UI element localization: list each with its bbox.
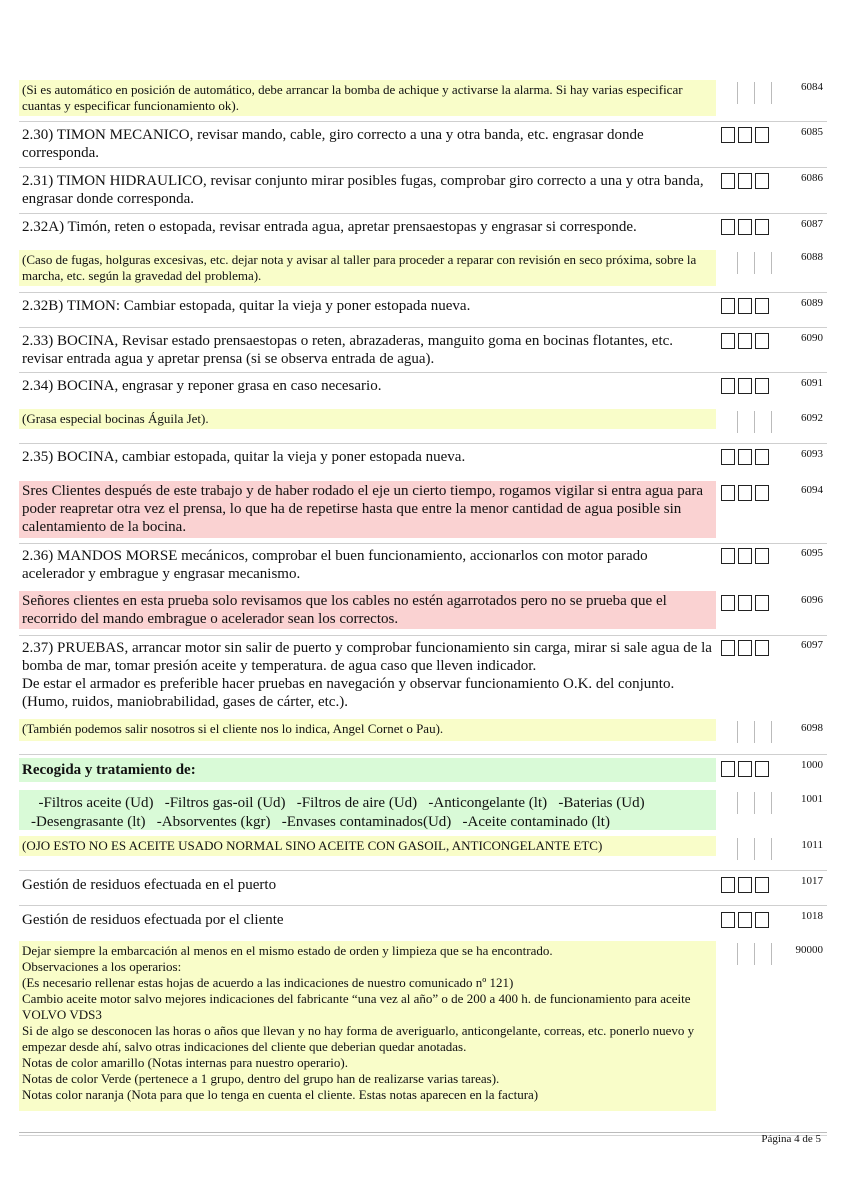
yellow-note: (Grasa especial bocinas Águila Jet). [19,409,716,429]
yellow-note: (También podemos salir nosotros si el cliente nos lo indica, Angel Cornet o Pau). [19,719,716,741]
empty-checkbox-area [737,792,793,814]
checkbox[interactable] [721,173,735,189]
item-code: 6094 [801,484,823,496]
checkbox[interactable] [755,333,769,349]
checkbox[interactable] [755,595,769,611]
item-code: 1000 [801,759,823,771]
checkbox[interactable] [738,219,752,235]
yellow-note: (Caso de fugas, holguras excesivas, etc. dejar nota y avisar al taller para proceder a reparar con revisión en seco próxima, sobre la marcha, etc. según la gravedad del problema). [19,250,716,286]
checkbox[interactable] [738,877,752,893]
checkbox[interactable] [755,127,769,143]
empty-checkbox-area [737,721,793,743]
checkbox[interactable] [755,877,769,893]
checkbox-group [721,449,772,467]
empty-checkbox-area [737,838,793,860]
empty-checkbox-area [737,411,793,433]
checkbox[interactable] [755,298,769,314]
task-text: 2.31) TIMON HIDRAULICO, revisar conjunto mirar posibles fugas, comprobar giro correcto a una y otra banda, engrasar donde corresponda. [22,173,704,207]
item-code: 6086 [801,172,823,184]
checklist-row [19,213,827,235]
checkbox[interactable] [738,449,752,465]
checkbox-group [721,640,772,658]
empty-checkbox-area [737,252,793,274]
item-code: 6084 [801,81,823,93]
item-code: 1017 [801,875,823,887]
checklist-row [19,635,827,710]
checkbox[interactable] [755,761,769,777]
item-code: 6095 [801,547,823,559]
checkbox[interactable] [721,761,735,777]
footer-divider [19,1132,827,1133]
item-code: 1011 [801,839,823,851]
checklist-row [19,754,827,778]
checkbox[interactable] [721,378,735,394]
checkbox-group [721,298,772,316]
task-text: 2.33) BOCINA, Revisar estado prensaestopas o reten, abrazaderas, manguito goma en bocinas flotantes, etc. revisar entrada agua y apretar prensa (si se observa entrada de agua). [22,333,674,367]
checklist-row [19,372,827,394]
checkbox-group [721,333,772,351]
checkbox[interactable] [738,761,752,777]
yellow-operator-notes: Dejar siempre la embarcación al menos en el mismo estado de orden y limpieza que se ha encontrado. Observaciones a los operarios: (Es necesario rellenar estas hojas de acuerdo a las indicaciones de nuestro comunicado nº 121) Cambio aceite motor salvo mejores indicaciones del fabricante “una vez al año” o de 200 a 400 h. de funcionamiento para aceite VOLVO VDS3 Si de algo se desconocen las horas o años que llevan y no hay forma de averiguarlo, anticongelante, correas, etc. ponerlo nuevo y empezar desde ahí, salvo otras indicaciones del cliente que deberian quedar anotadas. Notas de color amarillo (Notas internas para nuestro operario). Notas de color Verde (pertenece a 1 grupo, dentro del grupo han de realizarse varias tareas). Notas color naranja (Nota para que lo tenga en cuenta el cliente. Estas notas aparecen en la factura) [19,941,716,1111]
checkbox[interactable] [721,877,735,893]
checkbox[interactable] [721,127,735,143]
item-code: 6085 [801,126,823,138]
task-text: 2.32A) Timón, reten o estopada, revisar entrada agua, apretar prensaestopas y engrasar si corresponde. [22,219,637,235]
checkbox[interactable] [721,595,735,611]
item-code: 6090 [801,332,823,344]
checkbox[interactable] [755,640,769,656]
page-number: Página 4 de 5 [761,1133,821,1145]
checkbox[interactable] [721,298,735,314]
item-code: 6088 [801,251,823,263]
item-code: 6098 [801,722,823,734]
checkbox[interactable] [721,219,735,235]
red-client-note: Sres Clientes después de este trabajo y de haber rodado el eje un cierto tiempo, rogamos vigilar si entra agua para poder reapretar otra vez el prensa, lo que ha de repetirse hasta que entre la menor cantidad de agua posible sin calentamiento de la bocina. [19,481,716,538]
group-heading: Recogida y tratamiento de: [19,758,716,782]
checklist-row [19,121,827,161]
task-text: 2.36) MANDOS MORSE mecánicos, comprobar el buen funcionamiento, accionarlos con motor parado acelerador y embrague y engrasar mecanismo. [22,548,648,582]
task-text: 2.37) PRUEBAS, arrancar motor sin salir de puerto y comprobar funcionamiento sin carga, mirar si sale agua de la bomba de mar, tomar presión aceite y temperatura. de agua caso que lleven indicador. De estar el armador es preferible hacer pruebas en navegación y observar funcionamiento O.K. del conjunto. (Humo, ruidos, maniobrabilidad, gases de cárter, etc.). [22,640,712,710]
checkbox[interactable] [738,378,752,394]
item-code: 1018 [801,910,823,922]
checkbox[interactable] [738,127,752,143]
checkbox[interactable] [738,548,752,564]
item-code: 6091 [801,377,823,389]
checkbox-group [721,219,772,237]
checklist-row [19,327,827,367]
checkbox[interactable] [738,640,752,656]
item-code: 6096 [801,594,823,606]
checkbox[interactable] [721,912,735,928]
checkbox[interactable] [755,378,769,394]
checkbox-group [721,548,772,566]
task-text: 2.32B) TIMON: Cambiar estopada, quitar la vieja y poner estopada nueva. [22,298,471,314]
checklist-row [19,167,827,207]
checklist-row [19,870,827,893]
empty-checkbox-area [737,943,793,965]
checkbox[interactable] [738,595,752,611]
green-group-items: -Filtros aceite (Ud) -Filtros gas-oil (Ud) -Filtros de aire (Ud) -Anticongelante (lt) -Baterias (Ud) -Desengrasante (lt) -Absorventes (kgr) -Envases contaminados(Ud) -Aceite contaminado (lt) [19,790,716,830]
checklist-row [19,292,827,314]
item-code: 6089 [801,297,823,309]
item-code: 6092 [801,412,823,424]
checkbox[interactable] [755,449,769,465]
checkbox[interactable] [755,912,769,928]
item-code: 1001 [801,793,823,805]
checkbox-group [721,173,772,191]
item-code: 6097 [801,639,823,651]
checkbox[interactable] [721,449,735,465]
task-text: 2.35) BOCINA, cambiar estopada, quitar la vieja y poner estopada nueva. [22,449,466,465]
task-text: 2.30) TIMON MECANICO, revisar mando, cable, giro correcto a una y otra banda, etc. engrasar donde corresponda. [22,127,644,161]
footer-divider [19,1135,827,1136]
checkbox[interactable] [721,548,735,564]
checkbox-group [721,761,772,779]
checkbox[interactable] [721,485,735,501]
checkbox-group [721,912,772,930]
checkbox-group [721,485,772,503]
yellow-note: (OJO ESTO NO ES ACEITE USADO NORMAL SINO ACEITE CON GASOIL, ANTICONGELANTE ETC) [19,836,716,856]
checkbox[interactable] [721,640,735,656]
checkbox[interactable] [738,173,752,189]
checklist-row [19,905,827,928]
checkbox[interactable] [738,298,752,314]
checkbox-group [721,378,772,396]
checkbox[interactable] [721,333,735,349]
empty-checkbox-area [737,82,793,104]
checkbox[interactable] [755,548,769,564]
checkbox-group [721,127,772,145]
item-code: 90000 [795,944,823,956]
checklist-row [19,443,827,465]
checkbox[interactable] [755,219,769,235]
task-text: 2.34) BOCINA, engrasar y reponer grasa en caso necesario. [22,378,382,394]
yellow-note: (Si es automático en posición de automático, debe arrancar la bomba de achique y activarse la alarma. Si hay varias especificar cuantas y especificar funcionamiento ok). [19,80,716,116]
checkbox[interactable] [738,485,752,501]
red-client-note: Señores clientes en esta prueba solo revisamos que los cables no estén agarrotados pero no se prueba que el recorrido del mando embrague o acelerador sean los correctos. [19,591,716,629]
item-code: 6087 [801,218,823,230]
checkbox[interactable] [755,173,769,189]
task-text: Gestión de residuos efectuada en el puerto [22,877,277,893]
checkbox-group [721,595,772,613]
checkbox[interactable] [738,912,752,928]
checkbox-group [721,877,772,895]
item-code: 6093 [801,448,823,460]
task-text: Gestión de residuos efectuada por el cliente [22,912,284,928]
checkbox[interactable] [738,333,752,349]
checklist-row [19,543,827,582]
checkbox[interactable] [755,485,769,501]
